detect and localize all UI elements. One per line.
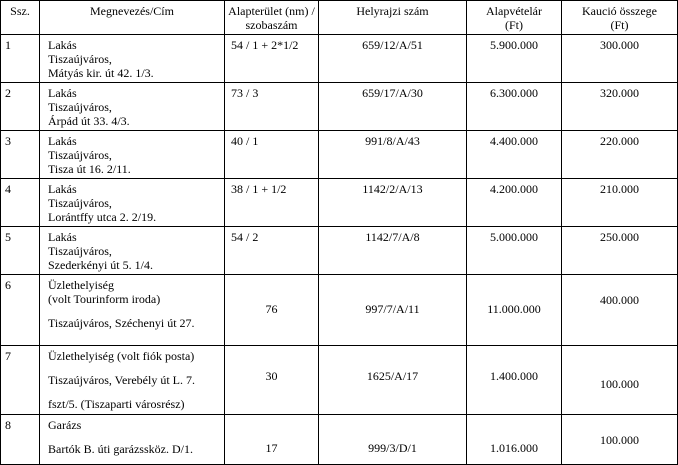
name-line: Bartók B. úti garázssköz. D/1.	[48, 442, 193, 456]
cell-no: 3	[1, 131, 40, 179]
cell-price: 5.900.000	[467, 35, 562, 83]
name-line: Tiszaújváros, Széchenyi út 27.	[48, 316, 195, 330]
name-line: Tiszaújváros,	[48, 100, 112, 114]
area-value: 76	[265, 302, 278, 316]
cell-area: 40 / 1	[225, 131, 319, 179]
deposit-value: 100.000	[600, 433, 639, 447]
cell-deposit	[562, 415, 678, 465]
name-line: Lakás	[48, 230, 77, 244]
area-value: 17	[265, 441, 278, 455]
header-name: Megnevezés/Cím	[40, 1, 225, 35]
name-line: Lakás	[48, 86, 77, 100]
cell-hrsz: 991/8/A/43	[319, 131, 467, 179]
name-line: Garázs	[48, 418, 82, 432]
header-price	[467, 1, 562, 35]
cell-name	[40, 346, 225, 415]
name-line: Üzlethelyiség (volt fiók posta)	[48, 349, 195, 363]
price-value: 1.016.000	[490, 441, 538, 455]
header-row	[1, 1, 678, 35]
table-row	[1, 415, 678, 465]
name-line: (volt Tourinform iroda)	[48, 292, 161, 306]
header-area-line1: Alapterület (nm) /	[228, 4, 315, 18]
area-value: 30	[265, 369, 278, 383]
name-line: Szederkényi út 5. 1/4.	[48, 258, 153, 272]
table-row	[1, 346, 678, 415]
cell-area: 38 / 1 + 1/2	[225, 179, 319, 227]
hrsz-value: 999/3/D/1	[368, 441, 417, 455]
cell-area: 54 / 2	[225, 227, 319, 275]
cell-no: 8	[1, 415, 40, 465]
name-line: Mátyás kir. út 42. 1/3.	[48, 66, 154, 80]
name-line: Tiszaújváros, Verebély út L. 7.	[48, 373, 195, 387]
header-hrsz: Helyrajzi szám	[319, 1, 467, 35]
name-line: Lakás	[48, 38, 77, 52]
header-area	[225, 1, 319, 35]
cell-deposit: 300.000	[562, 35, 678, 83]
cell-hrsz: 1142/7/A/8	[319, 227, 467, 275]
cell-area	[225, 346, 319, 415]
cell-hrsz	[319, 275, 467, 346]
table-row	[1, 275, 678, 346]
cell-hrsz: 659/12/A/51	[319, 35, 467, 83]
cell-name	[40, 83, 225, 131]
table-row	[1, 179, 678, 227]
header-deposit-line1: Kaució összege	[582, 4, 657, 18]
cell-hrsz	[319, 346, 467, 415]
cell-deposit	[562, 346, 678, 415]
price-value: 11.000.000	[487, 302, 541, 316]
cell-price: 6.300.000	[467, 83, 562, 131]
cell-price: 4.200.000	[467, 179, 562, 227]
table-row	[1, 83, 678, 131]
header-deposit	[562, 1, 678, 35]
header-area-line2: szobaszám	[245, 18, 298, 32]
table-row	[1, 131, 678, 179]
name-line: Lakás	[48, 134, 77, 148]
name-line: Tiszaújváros,	[48, 244, 112, 258]
cell-no: 4	[1, 179, 40, 227]
cell-area	[225, 275, 319, 346]
cell-name	[40, 35, 225, 83]
cell-price	[467, 275, 562, 346]
table-row	[1, 35, 678, 83]
cell-price	[467, 346, 562, 415]
name-line: Üzlethelyiség	[48, 278, 114, 292]
cell-deposit	[562, 275, 678, 346]
cell-deposit: 210.000	[562, 179, 678, 227]
hrsz-value: 997/7/A/11	[365, 302, 420, 316]
cell-no: 1	[1, 35, 40, 83]
cell-no: 2	[1, 83, 40, 131]
name-line: Lorántffy utca 2. 2/19.	[48, 210, 157, 224]
name-line: Tiszaújváros,	[48, 148, 112, 162]
name-line: Árpád út 33. 4/3.	[48, 114, 130, 128]
name-line: Lakás	[48, 182, 77, 196]
cell-price: 4.400.000	[467, 131, 562, 179]
cell-area: 73 / 3	[225, 83, 319, 131]
header-price-line1: Alapvételár	[486, 4, 542, 18]
name-line: fszt/5. (Tiszaparti városrész)	[48, 397, 185, 411]
hrsz-value: 1625/A/17	[366, 369, 419, 383]
cell-name	[40, 131, 225, 179]
cell-name	[40, 275, 225, 346]
table-row	[1, 227, 678, 275]
cell-price	[467, 415, 562, 465]
cell-price: 5.000.000	[467, 227, 562, 275]
cell-hrsz: 1142/2/A/13	[319, 179, 467, 227]
cell-no: 5	[1, 227, 40, 275]
cell-name	[40, 415, 225, 465]
cell-deposit: 320.000	[562, 83, 678, 131]
cell-hrsz	[319, 415, 467, 465]
cell-no: 6	[1, 275, 40, 346]
header-price-line2: (Ft)	[505, 18, 523, 32]
name-line: Tiszaújváros,	[48, 196, 112, 210]
cell-name	[40, 227, 225, 275]
header-deposit-line2: (Ft)	[610, 18, 629, 32]
price-value: 1.400.000	[490, 369, 538, 383]
cell-hrsz: 659/17/A/30	[319, 83, 467, 131]
cell-deposit: 220.000	[562, 131, 678, 179]
cell-area: 54 / 1 + 2*1/2	[225, 35, 319, 83]
name-line: Tiszaújváros,	[48, 52, 112, 66]
name-line: Tisza út 16. 2/11.	[48, 162, 131, 176]
deposit-value: 400.000	[600, 293, 639, 307]
cell-name	[40, 179, 225, 227]
deposit-value: 100.000	[600, 377, 639, 391]
header-no: Ssz.	[1, 1, 40, 35]
cell-no: 7	[1, 346, 40, 415]
cell-area	[225, 415, 319, 465]
cell-deposit: 250.000	[562, 227, 678, 275]
